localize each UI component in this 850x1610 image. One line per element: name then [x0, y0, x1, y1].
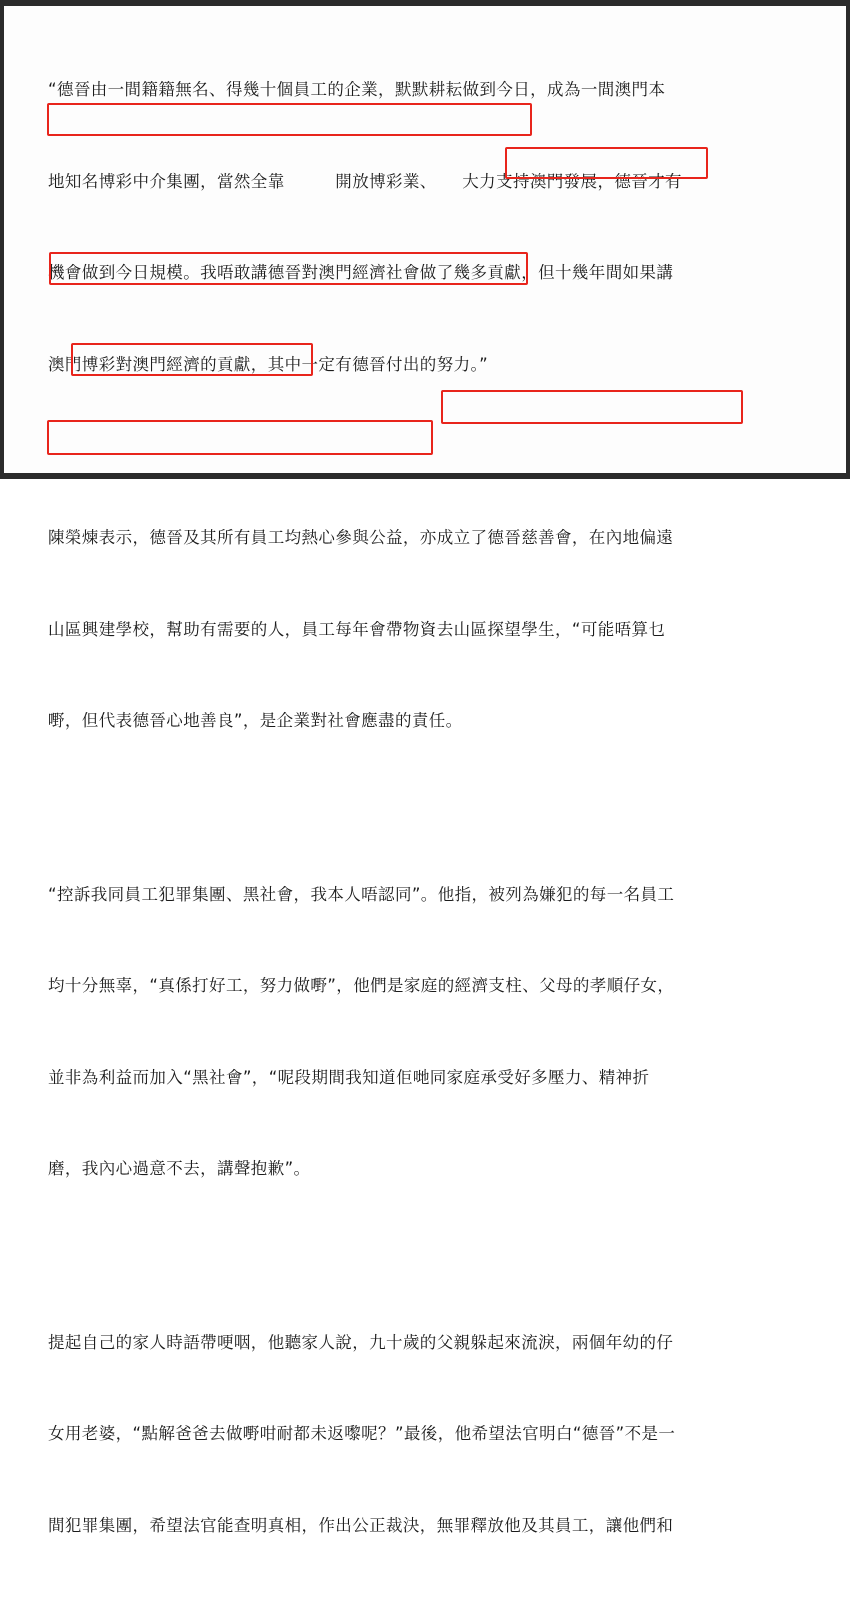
paragraph-2-line-2: 山區興建學校，幫助有需要的人，員工每年會帶物資去山區探望學生，“可能唔算乜 — [48, 619, 666, 639]
paragraph-1-line-3: 機會做到今日規模。我唔敢講德晉對澳門經濟社會做了幾多貢獻，但十幾年間如果講 — [48, 263, 674, 282]
paragraph-1-line-1: “德晉由一間籍籍無名、得幾十個員工的企業，默默耕耘做到今日，成為一間澳門本 — [48, 80, 666, 99]
paragraph-2-line-3: 嘢，但代表德晉心地善良”，是企業對社會應盡的責任。 — [48, 711, 463, 730]
paragraph-1 — [48, 14, 810, 441]
paragraph-3-line-2: 均十分無辜，“真係打好工，努力做嘢”，他們是家庭的經濟支柱、父母的孝順仔女， — [48, 976, 675, 995]
paragraph-1-line-4: 澳門博彩對澳門經濟的貢獻，其中一定有德晉付出的努力。” — [48, 354, 489, 374]
paragraph-4-line-3: 間犯罪集團，希望法官能查明真相，作出公正裁決，無罪釋放他及其員工，讓他們和 — [48, 1515, 674, 1535]
paragraph-3-line-3: 並非為利益而加入“黑社會”，“呢段期間我知道佢哋同家庭承受好多壓力、精神折 — [48, 1067, 650, 1087]
paragraph-4-line-1: 提起自己的家人時語帶哽咽，他聽家人說，九十歲的父親躲起來流淚，兩個年幼的仔 — [48, 1332, 674, 1352]
paragraph-3-line-1: “控訴我同員工犯罪集團、黑社會，我本人唔認同”。他指，被列為嫌犯的每一名員工 — [48, 884, 675, 904]
paragraph-gap-1 — [48, 449, 810, 462]
paragraph-2 — [48, 462, 810, 798]
paragraph-gap-3 — [48, 1254, 810, 1267]
paragraph-4 — [48, 1267, 810, 1603]
frame-edge-top — [0, 0, 850, 6]
paragraph-4-line-2: 女用老婆，“點解爸爸去做嘢咁耐都未返嚟呢？”最後，他希望法官明白“德晉”不是一 — [48, 1424, 676, 1443]
article-body — [48, 14, 810, 1610]
paragraph-3 — [48, 819, 810, 1246]
frame-edge-left — [0, 0, 4, 479]
paragraph-gap-2 — [48, 806, 810, 819]
paragraph-1-line-2: 地知名博彩中介集團，當然全靠 開放博彩業、 大力支持澳門發展，德晉才有 — [48, 171, 682, 191]
paragraph-2-line-1: 陳榮煉表示，德晉及其所有員工均熱心參與公益，亦成立了德晉慈善會，在內地偏遠 — [48, 528, 674, 547]
paragraph-3-line-4: 磨，我內心過意不去，講聲抱歉”。 — [48, 1159, 311, 1178]
frame-edge-right — [846, 0, 850, 479]
